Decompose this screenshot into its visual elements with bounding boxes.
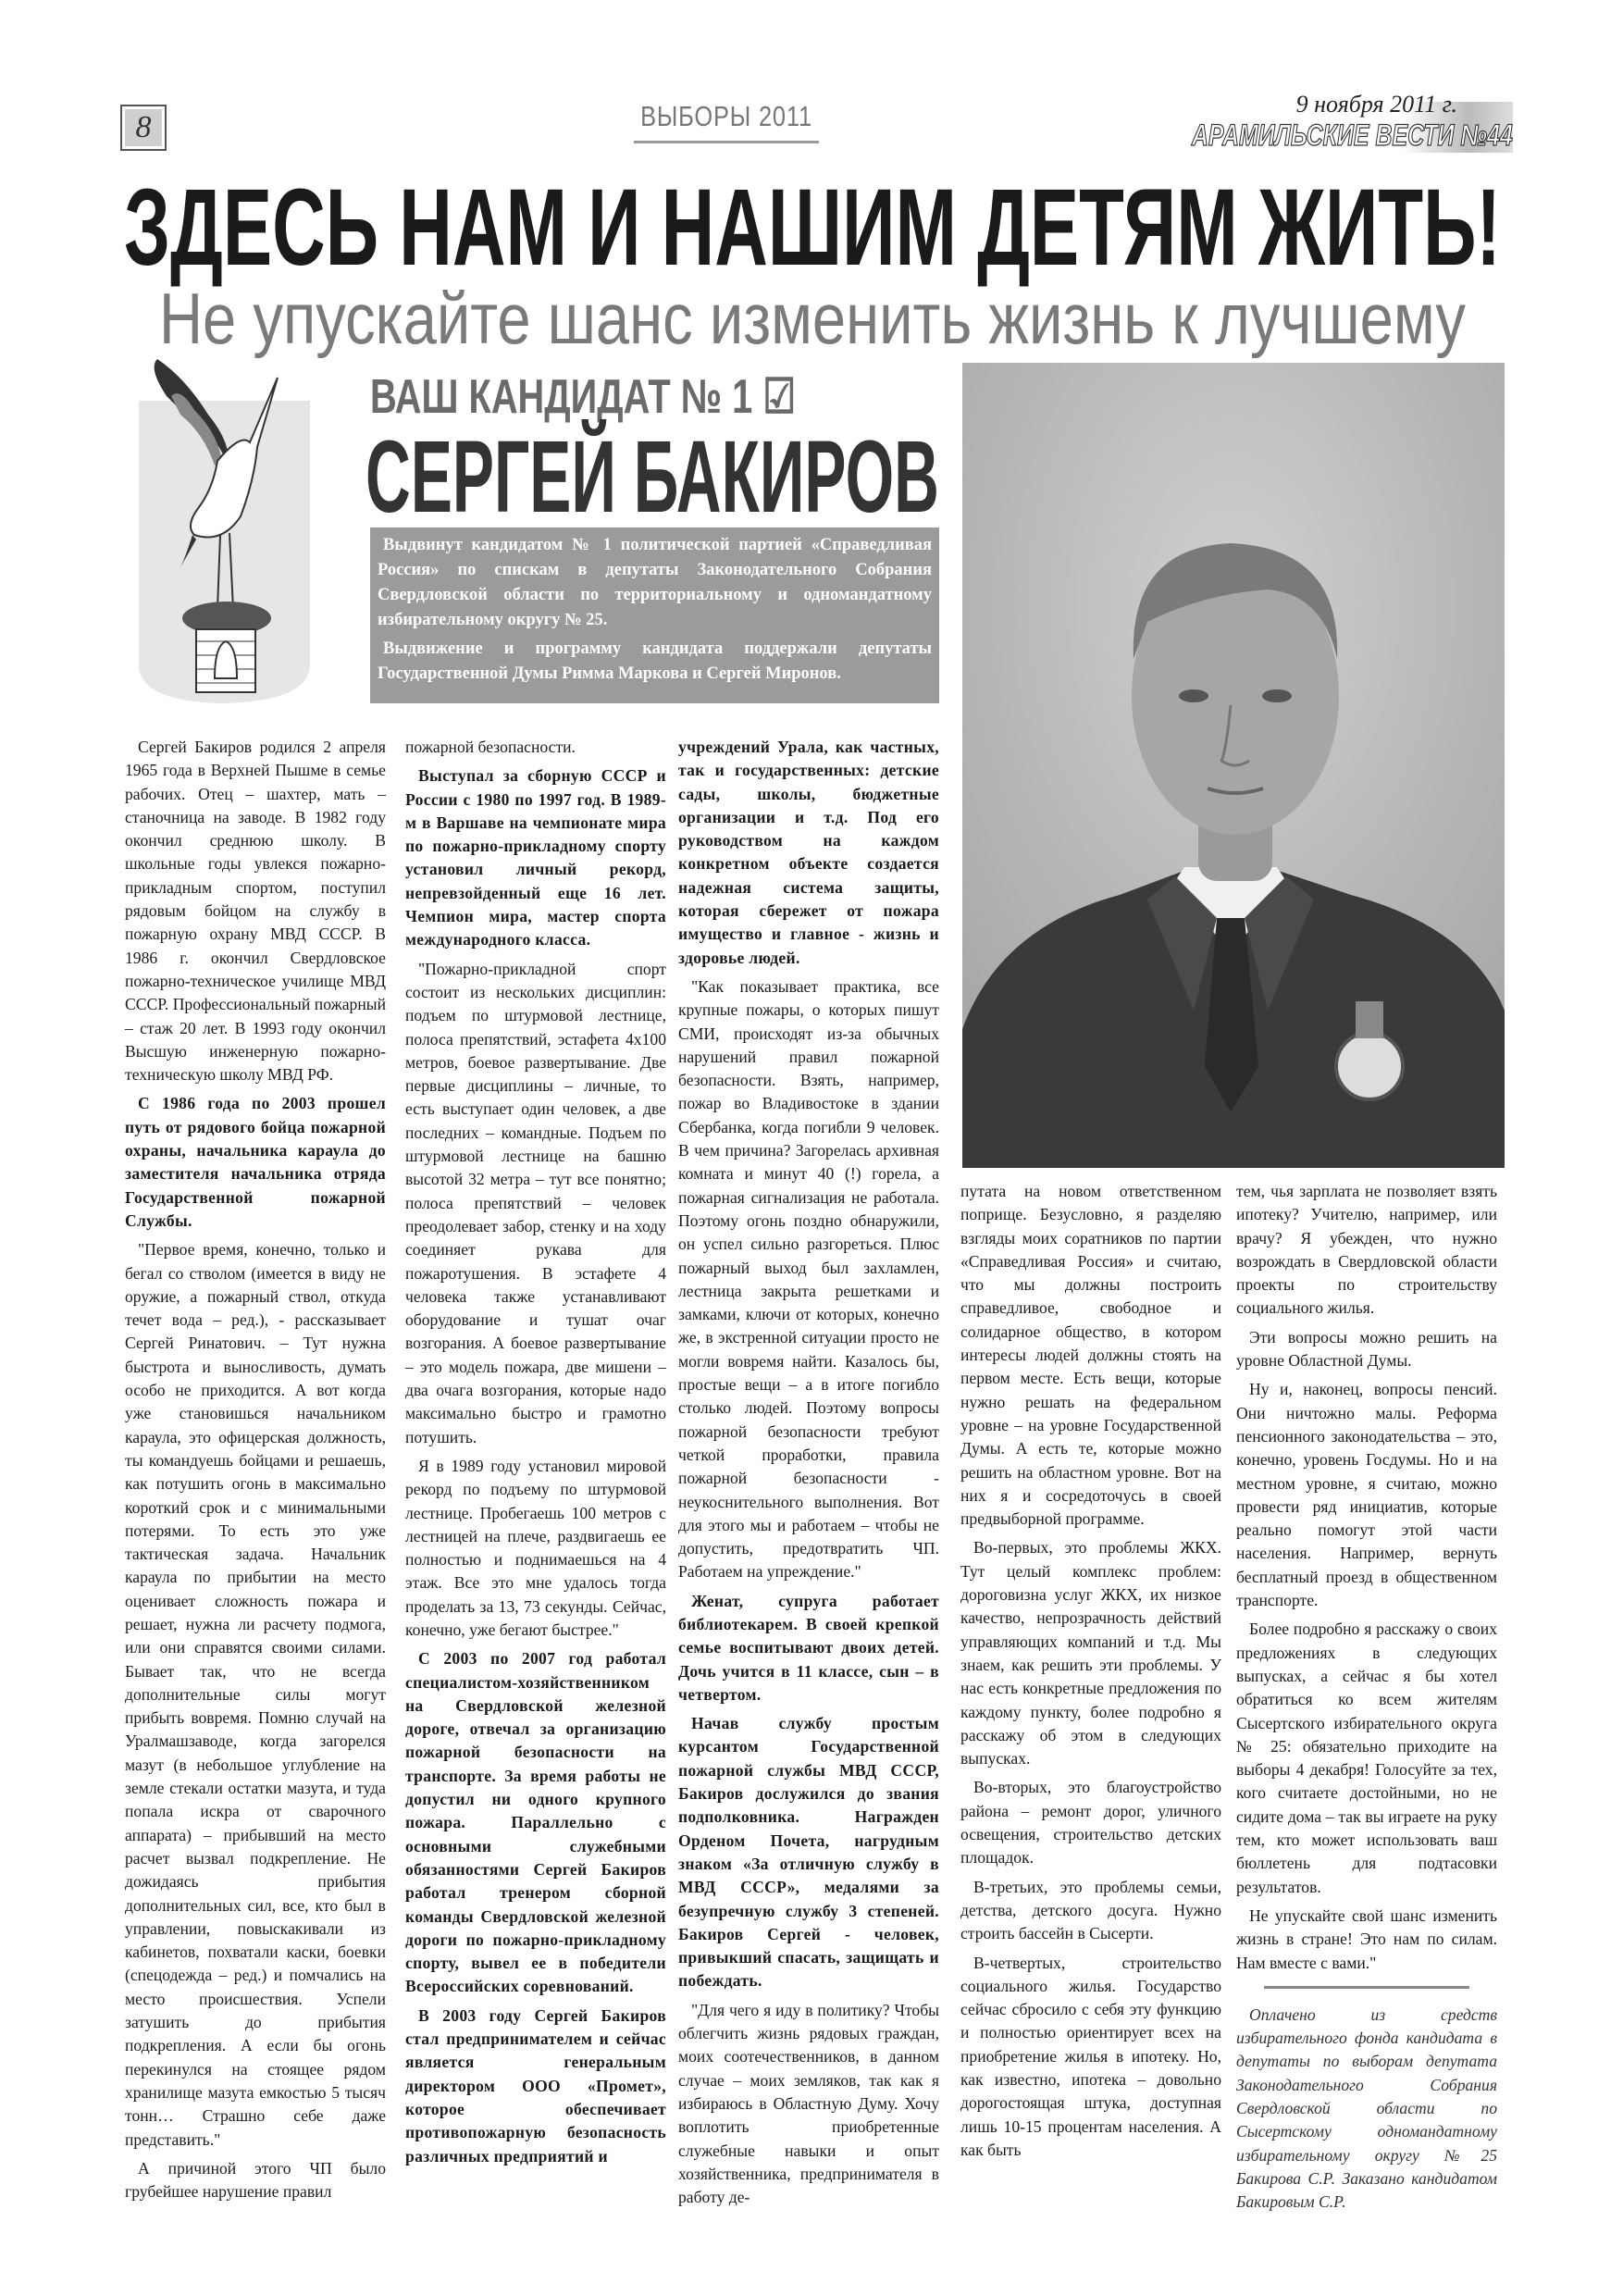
portrait-illustration xyxy=(962,363,1505,1168)
coat-of-arms-icon xyxy=(130,359,315,711)
paragraph-bold: учреждений Урала, как частных, так и государственных: детские сады, школы, бюджетные организации и т.д. Под его руководством на каждом конкретном объекте создается надежная система защиты, которая сбережет от пожара имущество и главное - жизнь и здоровье людей. xyxy=(678,738,939,967)
paragraph: "Как показывает практика, все крупные пожары, о которых пишут СМИ, происходят из-за обычных нарушений правил пожарной безопасности. Взять, например, пожар во Владивостоке в здании Сбербанка, когда погибли 9 человек. В чем причина? Загорелась архивная комната и минут 40 (!) горела, а пожарная сигнализация не работала. Поэтому огонь поздно обнаружили, он успел сильно разгореться. Плюс пожарный выход был захламлен, лестница закрыта решетками и замками, ключи от которых, конечно же, в экстренной ситуации просто не могли вовремя найти. Казалось бы, простые вещи – а в итоге погибло столько людей. Поэтому вопросы пожарной безопасности требуют четкой проработки, правила пожарной безопасности - неукоснительного выполнения. Вот для этого мы и работаем – чтобы не допустить, предотвратить ЧП. Работаем на упреждение." xyxy=(678,976,939,1582)
article-column-5 xyxy=(1236,1180,1497,2212)
promo-nomination: Выдвинут кандидатом № 1 политической партией «Справедливая Россия» по спискам в депутаты Законодательного Собрания Свердловской области по территориальному и одномандатному избирательному округу № 25. xyxy=(378,536,932,629)
paragraph: Сергей Бакиров родился 2 апреля 1965 года в Верхней Пышме в семье рабочих. Отец – шахтер, мать – станочница на заводе. В 1982 году окончил среднюю школу. В школьные годы увлекся пожарно-прикладным спортом, поступил рядовым бойцом на службу в пожарную охрану МВД СССР. В 1986 г. окончил Свердловское пожарно-техническое училище МВД СССР. Профессиональный пожарный – стаж 20 лет. В 1993 году окончил Высшую инженерную пожарно-техническую школу МВД РФ. xyxy=(125,738,386,1085)
paragraph-bold: С 1986 года по 2003 прошел путь от рядового бойца пожарной охраны, начальника караула до заместителя начальника отряда Государственной пожарной Службы. xyxy=(125,1094,386,1230)
paragraph: "Первое время, конечно, только и бегал со стволом (имеется в виду не оружие, а пожарный ствол, откуда течет вода – ред.), - рассказывает Сергей Ринатович. – Тут нужна быстрота и выносливость, думать особо не приходится. А вот когда уже становишься начальником караула, это офицерская должность, ты командуешь бойцами и решаешь, как потушить огонь в максимально короткий срок и с минимальными потерями. То есть это уже тактическая задача. Начальник караула по прибытии на место оценивает сложность пожара и решает, нужна ли расчету подмога, или они справятся своими силами. Бывает так, что не всегда дополнительные силы могут прибыть вовремя. Помню случай на Уралмашзаводе, когда загорелся мазут (в небольшое углубление на земле стекали остатки мазута, и туда попала искра от сварочного аппарата) – прибывший на место расчет вызвал подкрепление. Не дожидаясь прибытия дополнительных сил, все, кто был в управлении, повыскакивали из кабинетов, похватали каски, боевки (спецодежда – ред.) и помчались на место происшествия. Успели затушить до прибытия подкрепления. А если бы огонь перекинулся на стоящее рядом хранилище мазута емкостью 5 тысяч тонн… Страшно себе даже представить." xyxy=(125,1240,386,2149)
paragraph: В-четвертых, строительство социального жилья. Государство сейчас сбросило с себя эту функцию и полностью ориентирует всех на приобретение жилья в ипотеку. Но, как известно, ипотека – довольно дорогостоящая штука, доступная лишь 10-15 процентам населения. А как быть xyxy=(960,1953,1221,2159)
masthead xyxy=(1171,91,1513,155)
paragraph: Во-первых, это проблемы ЖКХ. Тут целый комплекс проблем: дороговизна услуг ЖКХ, их низкое качество, непрозрачность действий управляющих компаний и т.д. Мы знаем, как решить эти проблемы. У нас есть конкретные предложения по каждому пункту, более подробно я расскажу об этом в следующих выпусках. xyxy=(960,1538,1221,1769)
paragraph: Эти вопросы можно решить на уровне Областной Думы. xyxy=(1236,1327,1497,1371)
section-title: ВЫБОРЫ 2011 xyxy=(640,100,812,132)
paragraph: тем, чья зарплата не позволяет взять ипотеку? Учителю, например, или врачу? Я убежден, что нужно возрождать в Свердловской области проекты по строительству социального жилья. xyxy=(1236,1182,1497,1318)
candidate-label xyxy=(368,368,812,424)
paragraph-bold: С 2003 по 2007 год работал специалистом-хозяйственником на Свердловской железной дороге, отвечал за организацию пожарной безопасности на транспорте. За время работы не допустил ни одного крупного пожара. Параллельно с основными служебными обязанностями Сергей Бакиров работал тренером сборной команды Свердловской железной дороги по пожарно-прикладному спорту, вывел ее в победители Всероссийских соревнований. xyxy=(405,1649,666,1996)
candidate-name-text: СЕРГЕЙ БАКИРОВ xyxy=(365,420,1299,534)
section-rule xyxy=(634,141,819,143)
paragraph: "Для чего я иду в политику? Чтобы облегчить жизнь рядовых граждан, моих соотечественников, в данном случае – моих земляков, так как я избираюсь в Областную Думу. Хочу воплотить приобретенные служебные навыки и опыт хозяйственника, предпринимателя в работу де- xyxy=(678,2000,939,2207)
issue-number: №44 xyxy=(1460,118,1513,152)
paragraph-bold: Выступал за сборную СССР и России с 1980 по 1997 год. В 1989-м в Варшаве на чемпионате мира по пожарно-прикладному спорту установил личный рекорд, непревзойденный еще 16 лет. Чемпион мира, мастер спорта международного класса. xyxy=(405,766,666,949)
subheadline xyxy=(157,278,1471,361)
promo-support: Выдвижение и программу кандидата поддержали депутаты Государственной Думы Римма Маркова и Сергей Миронов. xyxy=(378,639,932,683)
paragraph: "Пожарно-прикладной спорт состоит из нескольких дисциплин: подъем по штурмовой лестнице, полоса препятствий, эстафета 4х100 метров, боевое развертывание. Две первые дисциплины – личные, то есть выступает один человек, а две последних – командные. Подъем по штурмовой лестнице на башню высотой 32 метра – тут все понятно; полоса препятствий – человек преодолевает забор, стенку и на ходу соединяет рукава для пожаротушения. В эстафете 4 человека также устанавливают оборудование и тушат очаг возгорания. А боевое развертывание – это модель пожара, две мишени – два очага возгорания, которые надо максимально быстро и грамотно потушить. xyxy=(405,959,666,1446)
page-number xyxy=(120,105,167,151)
paragraph: В-третьих, это проблемы семьи, детства, детского досуга. Нужно строить бассейн в Сысерти. xyxy=(960,1877,1221,1943)
paragraph: путата на новом ответственном поприще. Безусловно, я разделяю взгляды моих соратников по партии «Справедливая Россия» и считаю, что мы должны построить справедливое, свободное и солидарное общество, в котором интересы людей должны стоять на первом месте. Есть вещи, которые нужно решать на федеральном уровне – на уровне Государственной Думы. А есть те, которые можно решить на областном уровне. Вот на них я и сосредоточусь в своей предвыборной программе. xyxy=(960,1182,1221,1529)
article-column-4 xyxy=(960,1180,1221,2203)
paragraph-bold: Начав службу простым курсантом Государственной пожарной службы МВД СССР, Бакиров дослужился до звания подполковника. Награжден Орденом Почета, нагрудным знаком «За отличную службу в МВД СССР», медалями за безупречную службу 3 степеней. Бакиров Сергей - человек, привыкший спасать, защищать и побеждать. xyxy=(678,1714,939,1991)
article-column-2 xyxy=(405,736,666,2203)
candidate-label-text: ВАШ КАНДИДАТ № 1 ☑ xyxy=(370,370,796,424)
paragraph: А причиной этого ЧП было грубейшее нарушение правил xyxy=(125,2158,386,2202)
newspaper-title: АРАМИЛЬСКИЕ ВЕСТИ xyxy=(1192,118,1455,152)
page-number-text: 8 xyxy=(135,110,152,144)
article-column-1 xyxy=(125,736,386,2203)
paragraph: Не упускайте свой шанс изменить жизнь в стране! Это нам по силам. Нам вместе с вами." xyxy=(1236,1905,1497,1972)
paragraph: Ну и, наконец, вопросы пенсий. Они ничтожно малы. Реформа пенсионного законодательства – это, конечно, уровень Госдумы. Но и на местном уровне, я считаю, можно провести ряд инициатив, которые реально помогут этой части населения. Например, вернуть бесплатный проезд в общественном транспорте. xyxy=(1236,1380,1497,1610)
paragraph-bold: В 2003 году Сергей Бакиров стал предпринимателем и сейчас является генеральным директором ООО «Промет», которое обеспечивает противопожарную безопасность различных предприятий и xyxy=(405,2005,666,2166)
headline xyxy=(120,165,1508,289)
payment-disclaimer: Оплачено из средств избирательного фонда кандидата в депутаты по выборам депутата Законодательного Собрания Свердловской области по Сысертскому одномандатному избирательному округу №25 Бакирова С.Р. Заказано кандидатом Бакировым С.Р. xyxy=(1236,2004,1497,2212)
article-column-3 xyxy=(678,736,939,2207)
candidate-photo xyxy=(962,363,1505,1168)
paragraph: Более подробно я расскажу о своих предложениях в следующих выпусках, а сейчас я бы хотел обратиться ко всем жителям Сысертского избирательного округа № 25: обязательно приходите на выборы 4 декабря! Голосуйте за тех, кого считаете достойными, но не сидите дома – так вы играете на руку тем, кто может использовать ваш бюллетень для подтасовки результатов. xyxy=(1236,1620,1497,1896)
divider xyxy=(1264,1986,1469,1989)
headline-text: ЗДЕСЬ НАМ И НАШИМ ДЕТЯМ ЖИТЬ! xyxy=(124,167,1501,289)
paragraph: Во-вторых, это благоустройство района – ремонт дорог, уличного освещения, строительство детских площадок. xyxy=(960,1778,1221,1868)
paragraph-bold: Женат, супруга работает библиотекарем. В своей крепкой семье воспитывают двоих детей. Дочь учится в 11 классе, сын – в четвертом. xyxy=(678,1591,939,1704)
issue-date: 9 ноября 2011 г. xyxy=(1295,91,1457,118)
subheadline-text: Не упускайте шанс изменить жизнь к лучшему xyxy=(159,278,1466,359)
paragraph: пожарной безопасности. xyxy=(405,738,576,756)
paragraph: Я в 1989 году установил мировой рекорд по подъему по штурмовой лестнице. Пробегаешь 100 метров с лестницей на плече, раздвигаешь ее полностью и поднимаешься на 4 этаж. Все это мне удалось тогда проделать за 13, 73 секунды. Сейчас, конечно, уже бегают быстрее." xyxy=(405,1456,666,1639)
newspaper-name xyxy=(1192,118,1513,153)
candidate-info-box xyxy=(370,527,939,703)
candidate-name xyxy=(364,420,1299,534)
